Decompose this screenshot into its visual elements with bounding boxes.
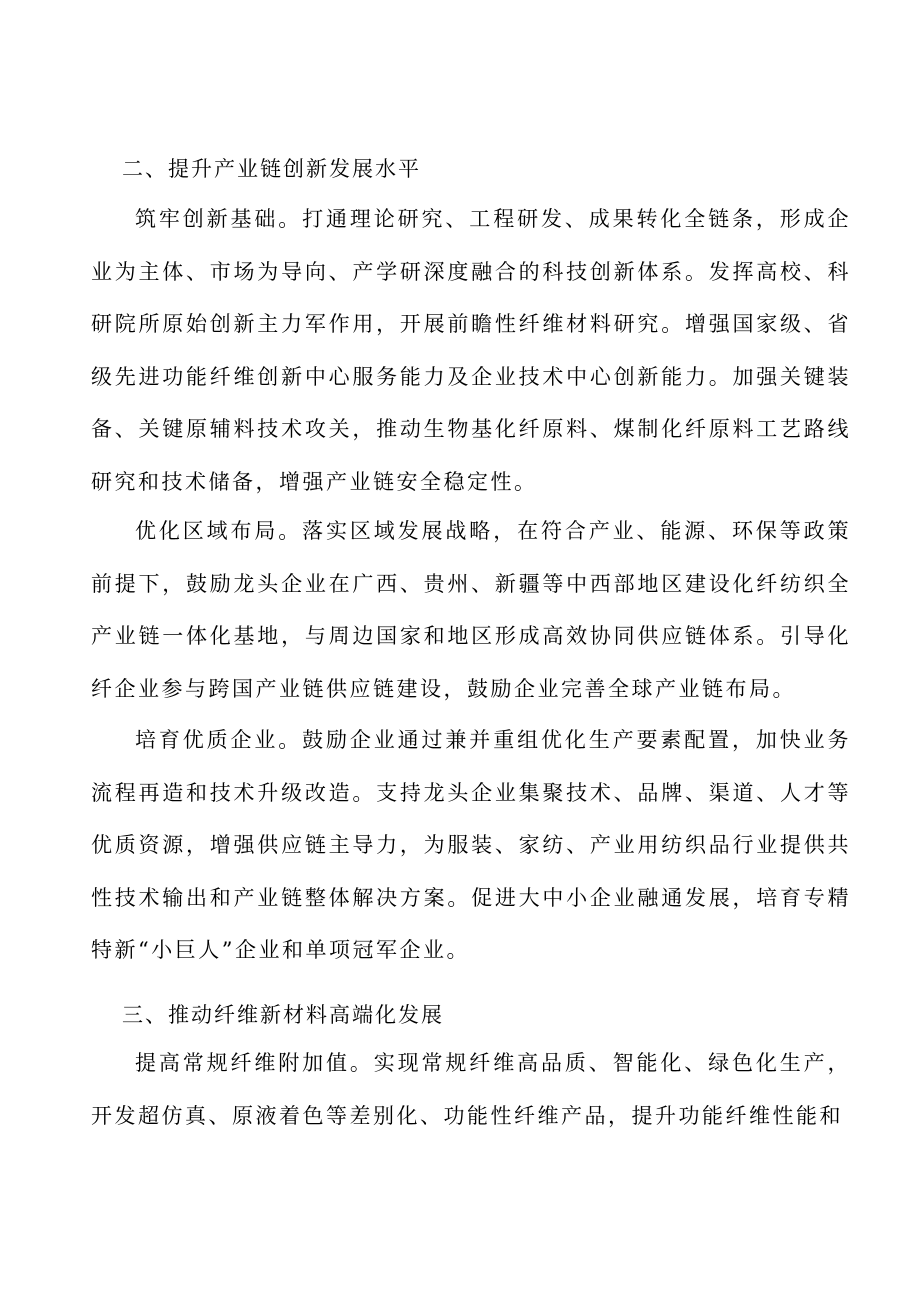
section-heading: 二、提升产业链创新发展水平 [122,157,421,181]
paragraph-innovation-foundation: 筑牢创新基础。打通理论研究、工程研发、成果转化全链条，形成企业为主体、市场为导向、产学研深度融合的科技创新体系。发挥高校、科研院所原始创新主力军作用，开展前瞻性纤维材料研究。增强国家级、省级先进功能纤维创新中心服务能力及企业技术中心创新能力。加强关键装备、关键原辅料技术攻关，推动生物基化纤原料、煤制化纤原料工艺路线研究和技术储备，增强产业链安全稳定性。 [91,207,851,494]
paragraph-regional-layout: 优化区域布局。落实区域发展战略，在符合产业、能源、环保等政策前提下，鼓励龙头企业在广西、贵州、新疆等中西部地区建设化纤纺织全产业链一体化基地，与周边国家和地区形成高效协同供应链体系。引导化纤企业参与跨国产业链供应链建设，鼓励企业完善全球产业链布局。 [91,519,851,701]
paragraph-conventional-fiber: 提高常规纤维附加值。实现常规纤维高品质、智能化、绿色化生产，开发超仿真、原液着色等差别化、功能性纤维产品，提升功能纤维性能和 [91,1051,851,1128]
section-heading: 三、推动纤维新材料高端化发展 [122,1003,444,1027]
paragraph-quality-enterprises: 培育优质企业。鼓励企业通过兼并重组优化生产要素配置，加快业务流程再造和技术升级改造。支持龙头企业集聚技术、品牌、渠道、人才等优质资源，增强供应链主导力，为服装、家纺、产业用纺织品行业提供共性技术输出和产业链整体解决方案。促进大中小企业融通发展，培育专精特新“小巨人”企业和单项冠军企业。 [91,728,851,962]
